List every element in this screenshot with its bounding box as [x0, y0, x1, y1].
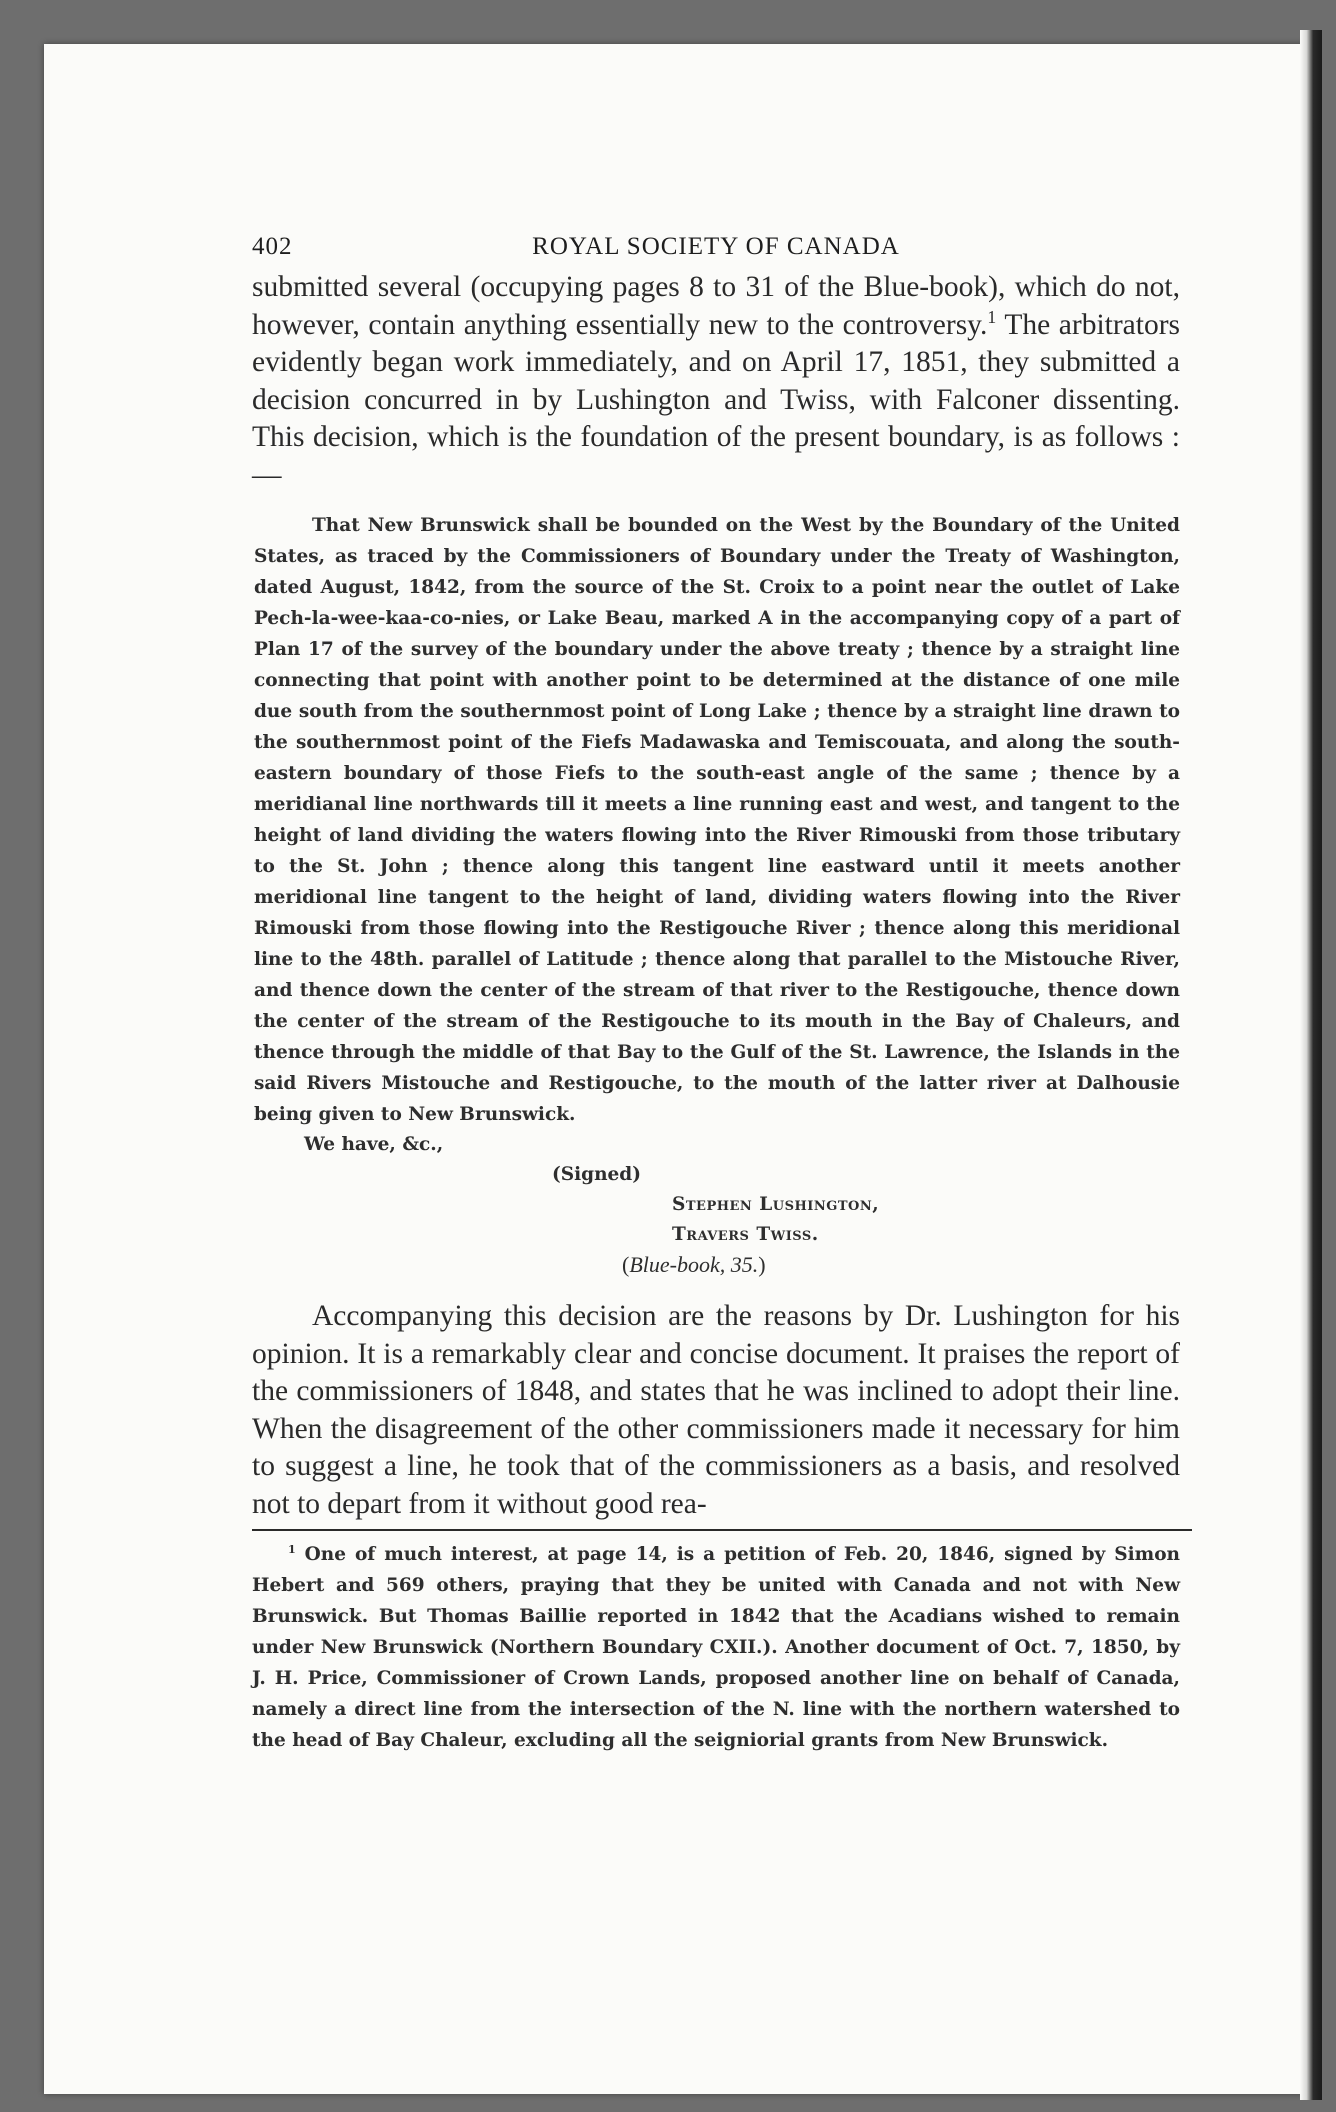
source-citation: (Blue-book, 35.)	[622, 1252, 766, 1277]
signature-block	[252, 1130, 1180, 1280]
footnote	[252, 1539, 1180, 1756]
footnote-ref: 1	[987, 306, 997, 327]
footnote-text: One of much interest, at page 14, is a petition of Feb. 20, 1846, signed by Simon Hebert and 569 others, praying that they be united with Canada and not with New Brunswick. But Thomas Baillie reported in 1842 that the Acadians wished to remain under New Brunswick (Northern Boundary CXII.). Another document of Oct. 7, 1850, by J. H. Price, Commissioner of Crown Lands, proposed another line on behalf of Canada, namely a direct line from the intersection of the N. line with the northern watershed to the head of Bay Chaleur, excluding all the seigniorial grants from New Brunswick.	[252, 1544, 1180, 1751]
page-edge	[1300, 30, 1322, 2100]
paragraph-1	[252, 269, 1180, 494]
signed-line: (Signed)	[552, 1164, 641, 1185]
closing-line: We have, &c.,	[304, 1134, 444, 1155]
decision-text: That New Brunswick shall be bounded on the West by the Boundary of the United States, as traced by the Commissioners of Boundary under the Treaty of Washington, dated August, 1842, from the source of the St. Croix to a point near the outlet of Lake Pech-la-wee-kaa-co-nies, or Lake Beau, marked A in the accompanying copy of a part of Plan 17 of the survey of the boundary under the above treaty ; thence by a straight line connecting that point with another point to be determined at the distance of one mile due south from the southernmost point of Long Lake ; thence by a straight line drawn to the southernmost point of the Fiefs Madawaska and Temiscouata, and along the south-eastern boundary of those Fiefs to the south-east angle of the same ; thence by a meridianal line northwards till it meets a line running east and west, and tangent to the height of land dividing the waters flowing into the River Rimouski from those tributary to the St. John ; thence along this tangent line eastward until it meets another meridional line tangent to the height of land, dividing waters flowing into the River Rimouski from those flowing into the Restigouche River ; thence along this meridional line to the 48th. parallel of Latitude ; thence along that parallel to the Mistouche River, and thence down the center of the stream of that river to the Restigouche, thence down the center of the stream of the Restigouche to its mouth in the Bay of Chaleurs, and thence through the middle of that Bay to the Gulf of the St. Lawrence, the Islands in the said Rivers Mistouche and Restigouche, to the mouth of the latter river at Dalhousie being given to New Brunswick.	[254, 515, 1180, 1125]
page-number: 402	[252, 233, 293, 260]
page-header	[252, 225, 1180, 269]
signatory-twiss: Travers Twiss.	[672, 1224, 819, 1245]
footnote-rule	[252, 1529, 1192, 1531]
decision-quote	[252, 510, 1180, 1130]
running-head: ROYAL SOCIETY OF CANADA	[532, 233, 900, 260]
page-content	[252, 225, 1180, 1756]
paragraph-2: Accompanying this decision are the reasons by Dr. Lushington for his opinion. It is a remarkably clear and concise document. It praises the report of the commissioners of 1848, and states that he was inclined to adopt their line. When the disagreement of the other commissioners made it necessary for him to suggest a line, he took that of the commissioners as a basis, and resolved not to depart from it without good rea-	[252, 1300, 1180, 1520]
paragraph-1-text: submitted several (occupying pages 8 to 31 of the Blue-book), which do not, however, contain anything essentially new to the controversy.	[252, 271, 1180, 341]
source-title: Blue-book, 35.	[629, 1252, 759, 1277]
signatory-lushington: Stephen Lushington,	[672, 1194, 880, 1215]
paragraph-1-text-cont: The arbitrators evidently began work immediately, and on April 17, 1851, they submitted a decision concurred in by Lushington and Twiss, with Falconer dissenting. This decision, which is the foundation of the present boundary, is as follows :—	[252, 308, 1181, 491]
footnote-mark: 1	[288, 1542, 296, 1556]
